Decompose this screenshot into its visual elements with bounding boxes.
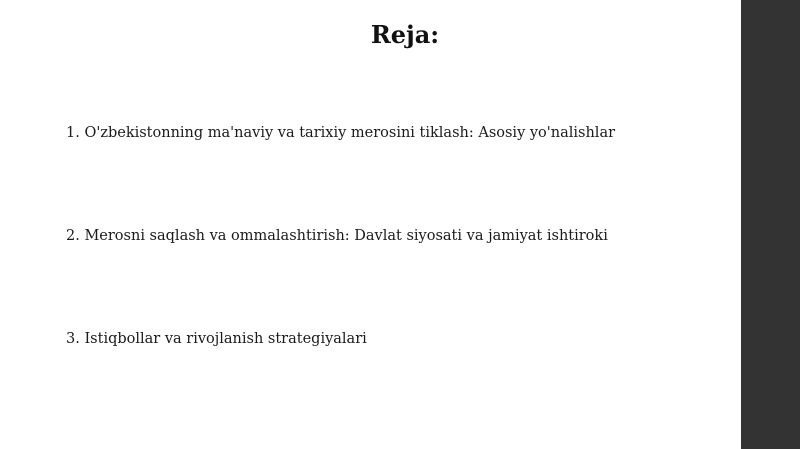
plan-item-2: 2. Merosni saqlash va ommalashtirish: Davlat siyosati va jamiyat ishtiroki: [66, 228, 608, 244]
plan-item-3: 3. Istiqbollar va rivojlanish strategiyalari: [66, 331, 367, 347]
slide-title: Reja:: [370, 20, 440, 49]
plan-item-1: 1. O'zbekistonning ma'naviy va tarixiy merosini tiklash: Asosiy yo'nalishlar: [66, 125, 616, 141]
side-panel: [741, 0, 800, 449]
